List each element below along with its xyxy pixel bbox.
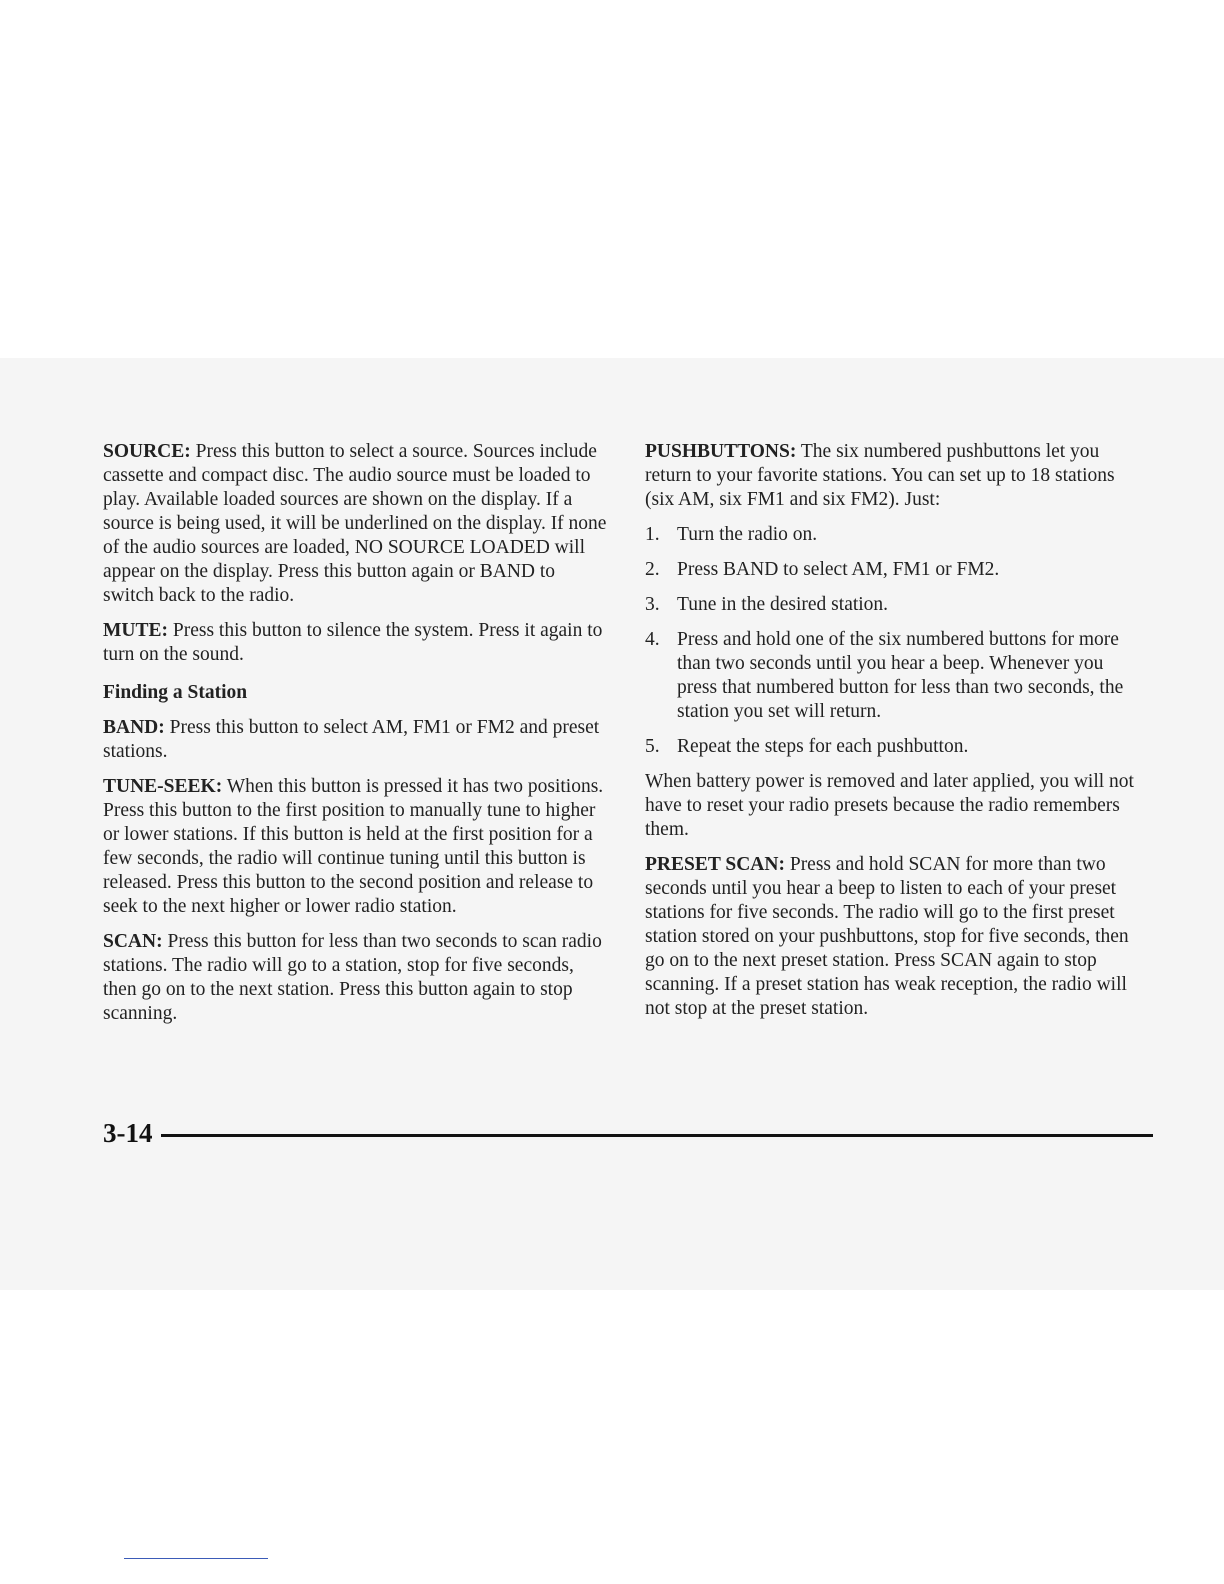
step-text: Repeat the steps for each pushbutton. bbox=[677, 736, 969, 757]
preset-scan-text: Press and hold SCAN for more than two seconds until you hear a beep to listen to each of your preset stations for five seconds. The radio will go to the first preset station stored on your pushbuttons, stop for five seconds, then go on to the next preset station. Press SCAN again to stop scanning. If a preset station has weak reception, the radio will not stop at the preset station. bbox=[645, 854, 1129, 1019]
preset-scan-term: PRESET SCAN: bbox=[645, 854, 785, 875]
step-number: 3. bbox=[645, 594, 660, 615]
step-text: Tune in the desired station. bbox=[677, 594, 889, 615]
preset-scan-paragraph bbox=[645, 853, 1145, 1021]
mute-paragraph bbox=[103, 619, 608, 667]
pushbuttons-paragraph bbox=[645, 440, 1145, 512]
tune-seek-text: When this button is pressed it has two positions. Press this button to the first position to manually tune to higher or lower stations. If this button is held at the first position for a few seconds, the radio will continue tuning until this button is released. Press this button to the second position and release to seek to the next higher or lower radio station. bbox=[103, 776, 604, 917]
section-heading: Finding a Station bbox=[103, 682, 248, 703]
page-number: 3-14 bbox=[103, 1117, 153, 1148]
list-item bbox=[645, 735, 1145, 759]
list-item bbox=[645, 523, 1145, 547]
band-term: BAND: bbox=[103, 717, 165, 738]
source-term: SOURCE: bbox=[103, 441, 191, 462]
scan-text: Press this button for less than two seconds to scan radio stations. The radio will go to a station, stop for five seconds, then go on to the next station. Press this button again to stop scanning. bbox=[103, 931, 602, 1024]
mute-text: Press this button to silence the system. Press it again to turn on the sound. bbox=[103, 620, 603, 665]
mute-term: MUTE: bbox=[103, 620, 168, 641]
source-paragraph bbox=[103, 440, 608, 608]
step-number: 2. bbox=[645, 559, 660, 580]
footer-rule bbox=[161, 1134, 1154, 1137]
tune-seek-paragraph bbox=[103, 775, 608, 919]
right-column bbox=[645, 440, 1145, 1032]
list-item bbox=[645, 558, 1145, 582]
scan-term: SCAN: bbox=[103, 931, 163, 952]
left-column bbox=[103, 440, 608, 1037]
step-number: 5. bbox=[645, 736, 660, 757]
battery-note: When battery power is removed and later applied, you will not have to reset your radio presets because the radio remembers them. bbox=[645, 771, 1134, 840]
steps-list bbox=[645, 523, 1145, 759]
pushbuttons-term: PUSHBUTTONS: bbox=[645, 441, 797, 462]
link-underline[interactable] bbox=[124, 1558, 268, 1559]
step-text: Press BAND to select AM, FM1 or FM2. bbox=[677, 559, 1000, 580]
step-number: 4. bbox=[645, 629, 660, 650]
step-text: Turn the radio on. bbox=[677, 524, 818, 545]
band-paragraph bbox=[103, 716, 608, 764]
tune-seek-term: TUNE-SEEK: bbox=[103, 776, 223, 797]
step-text: Press and hold one of the six numbered buttons for more than two seconds until you hear a beep. Whenever you press that numbered button for less than two seconds, the station you set will return. bbox=[677, 629, 1124, 722]
pushbuttons-text: The six numbered pushbuttons let you return to your favorite stations. You can set up to 18 stations (six AM, six FM1 and six FM2). Just: bbox=[645, 441, 1115, 510]
list-item bbox=[645, 628, 1145, 724]
scan-paragraph bbox=[103, 930, 608, 1026]
step-number: 1. bbox=[645, 524, 660, 545]
source-text: Press this button to select a source. Sources include cassette and compact disc. The audio source must be loaded to play. Available loaded sources are shown on the display. If a source is being used, it will be underlined on the display. If none of the audio sources are loaded, NO SOURCE LOADED will appear on the display. Press this button again or BAND to switch back to the radio. bbox=[103, 441, 607, 606]
page-footer bbox=[103, 1116, 1153, 1150]
list-item bbox=[645, 593, 1145, 617]
band-text: Press this button to select AM, FM1 or FM2 and preset stations. bbox=[103, 717, 600, 762]
